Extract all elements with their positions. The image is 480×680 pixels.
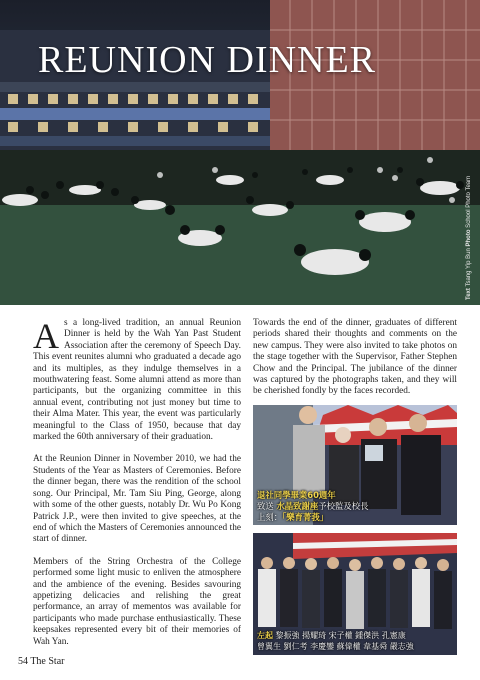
article-paragraph: At the Reunion Dinner in November 2010, we had the Students of the Year as Masters of Ceremonies. Before the dinner began, there was the rendition of the school song. Our Principal, Mr. Tam Siu Ping, George, along with some of the other guests, notably Dr. Wu Po Kong Patrick J.P., were then invited to give speeches, at the end of which the Masters of Ceremonies announced the start of dinner. (33, 454, 241, 545)
page-footer (18, 656, 64, 667)
caption-heading: 退社同學畢業60週年 (257, 490, 336, 500)
publication-name: The Star (30, 656, 65, 667)
article-right-column (253, 318, 457, 409)
article-left-column (33, 318, 241, 659)
caption-highlight: 左起 (257, 631, 273, 640)
caption-text: 致送 (257, 501, 274, 511)
caption-line (257, 512, 369, 523)
group-photo-alumni (253, 533, 457, 655)
credit-photo-label: Photo (466, 229, 472, 247)
caption-text: 予校監及校長 (318, 501, 369, 511)
hero-photo (0, 0, 480, 305)
caption-highlight: 「樂育菁莪」 (282, 512, 329, 522)
photo2-caption (257, 630, 414, 652)
paragraph-text: s a long-lived tradition, an annual Reunion Dinner is held by the Wah Yan Past Student Association after the ceremony of Speech Day. This event reunites alumni who graduated a decade ago and its multiples, as they indulge themselves in a mouthwatering feast. Some alumni attend as more than participants, but the organizing committee in this annual event, contributing not just money but time to their Alma Mater. This year, the event was particularly meaningful to the Class of 1950, because that day marked the 60th anniversary of their graduation. (33, 318, 241, 443)
credit-text-name: Tsang Yip Bun (466, 248, 472, 287)
caption-line (257, 630, 414, 641)
credit-photo-name: School Photo Team (466, 175, 472, 228)
caption-line (257, 501, 369, 512)
article-paragraph: Towards the end of the dinner, graduates of different periods shared their thoughts and comments on the new campus. They were also invited to take photos on the stage together with the Supervisor, Father Stephen Chow and the Principal. The jubilance of the dinner was captured by the photographs taken, and they will be cherished fondly by the faces recorded. (253, 318, 457, 397)
credit-text-label: Text (466, 288, 472, 300)
caption-text: 黎振強 揚耀琦 宋子權 鍾傑洪 孔憲康 (275, 631, 406, 640)
group-photo-award (253, 405, 457, 525)
article-paragraph: Members of the String Orchestra of the College performed some light music to enliven the atmosphere and the ambience of the evening. Besides savouring appetizing delicacies and relishing the great performance, an array of mementos was available for participants who made purchase enthusiastically. These keepsakes represented every bit of their memories of Wah Yan. (33, 556, 241, 647)
photo1-caption (257, 490, 369, 523)
caption-highlight: 水晶致謝座 (276, 501, 319, 511)
caption-line: 曾翼生 劉仁考 李慶鑾 蘇偉權 韋基舜 嚴志強 (257, 642, 414, 651)
article-paragraph (33, 318, 241, 443)
caption-text: 上刻： (257, 512, 283, 522)
page-number: 54 (18, 656, 28, 667)
photo-credit (466, 176, 472, 300)
article-title: REUNION DINNER (38, 39, 377, 81)
drop-cap: A (33, 316, 59, 356)
